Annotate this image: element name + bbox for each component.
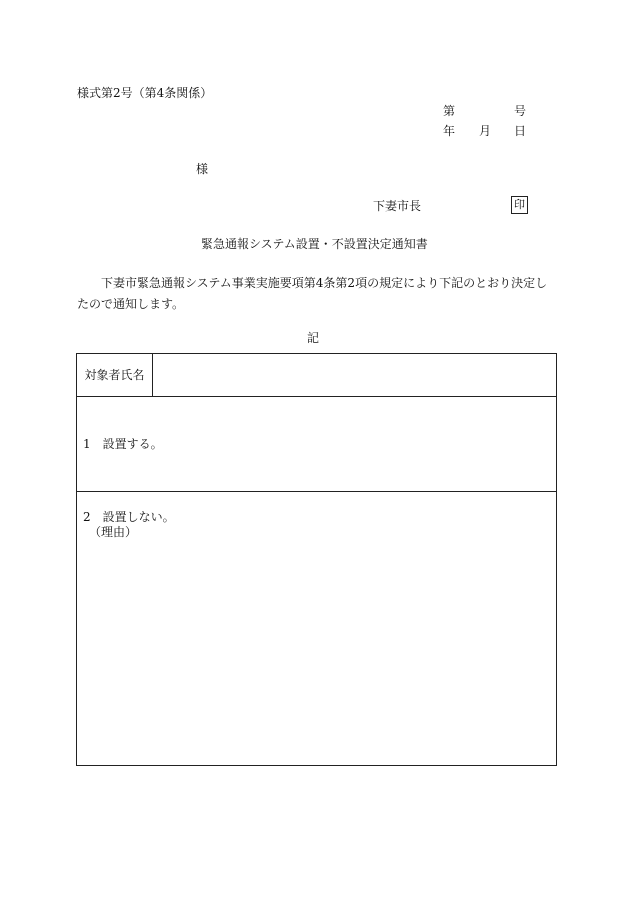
- decision-table: [76, 353, 557, 766]
- option-install-text: 1 設置する。: [83, 437, 163, 451]
- option-not-install-text: 2 設置しない。: [83, 510, 175, 524]
- name-label-cell: 対象者氏名: [77, 354, 153, 396]
- ki-heading: 記: [307, 331, 320, 345]
- date-day-label: 日: [514, 124, 527, 138]
- doc-number-suffix: 号: [514, 104, 527, 118]
- date-month-label: 月: [479, 124, 492, 138]
- issuer-title: 下妻市長: [373, 199, 422, 213]
- doc-number-prefix: 第: [443, 104, 456, 118]
- document-title: 緊急通報システム設置・不設置決定通知書: [201, 237, 428, 251]
- reason-label: （理由）: [89, 525, 138, 539]
- name-row: [77, 354, 556, 397]
- seal-stamp: 印: [511, 196, 528, 214]
- option-install-row: [77, 396, 556, 492]
- date-year-label: 年: [443, 124, 456, 138]
- addressee-honorific: 様: [196, 162, 209, 176]
- form-number: 様式第2号（第4条関係）: [77, 86, 213, 100]
- notice-body: 下妻市緊急通報システム事業実施要項第4条第2項の規定により下記のとおり決定したので通知します。: [77, 276, 548, 311]
- option-not-install-row: [77, 492, 556, 765]
